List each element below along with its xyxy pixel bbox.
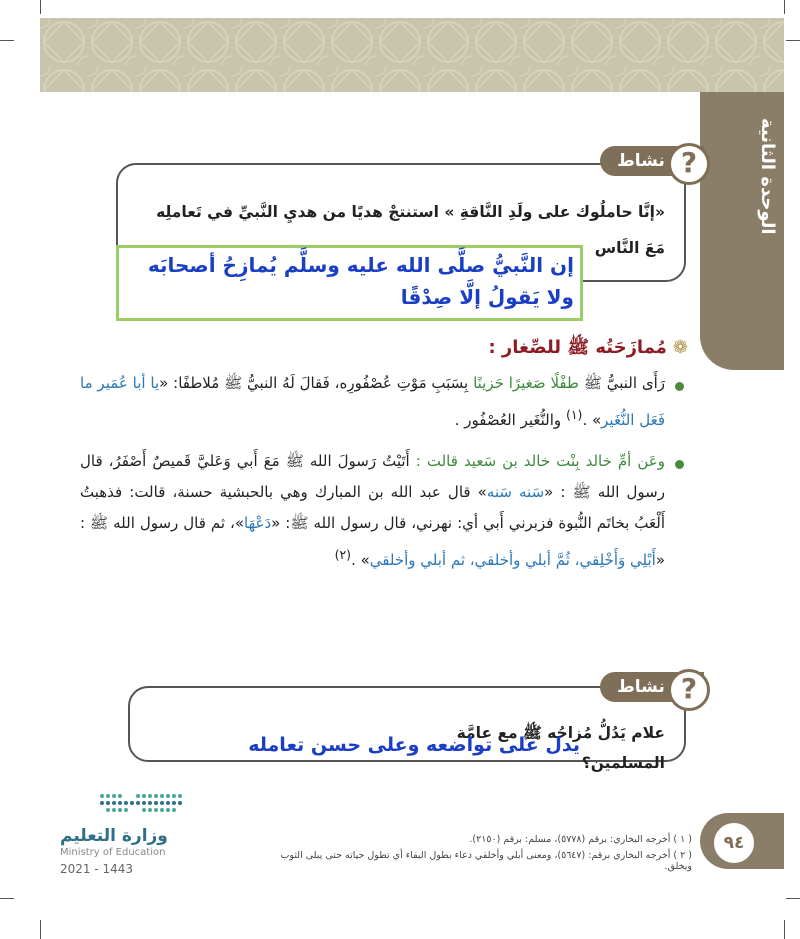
question-mark-icon: ?: [668, 143, 710, 185]
ministry-logo-icon: [50, 788, 200, 828]
flower-icon: ❁: [672, 337, 688, 358]
p1-text-1: رَأَى النبيُّ ﷺ: [583, 374, 665, 392]
p1-text-green: طفْلًا صَغيرًا حَزينًا: [473, 374, 579, 392]
activity-1-question-line1: «إنَّا حاملُوك على ولَدِ النَّاقةِ » استنتجْ هديًا من هديِ النَّبيِّ في تَعاملِه: [156, 203, 665, 221]
p2-quote-2: دَعْهَا: [244, 514, 272, 532]
p1-text-4: والنُّغَير العُصْفُور .: [454, 411, 562, 429]
crop-mark: [784, 0, 785, 14]
answer-1-text: إن النَّبيُّ صلَّى الله عليه وسلَّم يُمازِحُ أصحابَه ولا يَقولُ إلَّا صِدْقًا: [147, 253, 574, 309]
activity-2-label: نشاط ٢: [600, 672, 704, 702]
crop-mark: [784, 920, 785, 939]
edition-year: 2021 - 1443: [60, 862, 134, 876]
ministry-name-english: Ministry of Education: [60, 847, 166, 858]
p1-text-3: » .: [582, 411, 602, 429]
activity-2-question: علام يَدُلُّ مُزاحُه ﷺ مع عامَّة المسلمين؟: [456, 724, 665, 772]
paragraph-1: [80, 368, 665, 436]
crop-mark: [40, 0, 41, 14]
unit-tab-label: الوحدة الثانية: [757, 117, 778, 235]
footnote-2: ( ٢ ) أخرجه البخاري برقم: (٥٦٤٧)، ومعنى أبلي وأخلقي دعاء بطول البقاء أي تطول حياته حتى يبلى الثوب ويخلق.: [280, 850, 692, 872]
p2-quote-1: سَنه سَنه: [486, 483, 545, 501]
p1-footnote-ref: (١): [565, 407, 583, 422]
section-heading-text: مُمازَحَتُه ﷺ للصِّغار :: [488, 337, 667, 358]
p2-text-4: » .: [351, 551, 370, 569]
ministry-name-arabic: وزارة التعليم: [60, 826, 168, 846]
crop-mark: [786, 40, 800, 41]
paragraph-2: [80, 446, 665, 576]
p1-quote: يا أبا عُمَير ما فَعَل النُّغَير: [80, 374, 665, 429]
crop-mark: [0, 40, 14, 41]
p2-text-1: أَتَيْتُ رَسولَ الله ﷺ مَعَ أَبي وَعَليَّ قَميصٌ أَصْفَرُ، قال رسول الله ﷺ : «: [80, 452, 665, 501]
p2-text-3: »، ثم قال رسول الله ﷺ : «: [80, 514, 665, 569]
question-mark-icon: ?: [668, 669, 710, 711]
p2-quote-3: أَبْلِي وَأَخْلِقي، ثُمَّ أبلي وأخلقي، ثم أبلي وأخلقي: [369, 551, 656, 569]
activity-1-question-line2: مَعَ النَّاس: [594, 239, 665, 257]
bullet-icon: [675, 460, 684, 469]
p2-text-2: » قال عبد الله بن المبارك وهي بالحبشية حسنة، قالت: فذهبتُ أَلْعَبُ بخاتَم النُّبوة فزبرني أَبي أي: نهرني، قال رسول الله ﷺ: «: [80, 483, 665, 532]
footnote-1: ( ١ ) أخرجه البخاري: برقم (٥٧٧٨)، مسلم: برقم (٢١٥٠).: [469, 834, 692, 845]
page-number: ٩٤: [712, 821, 756, 865]
answer-2-text: يدل على تواضعه وعلى حسن تعامله: [248, 734, 580, 756]
activity-1-label: نشاط ١: [600, 146, 704, 176]
bullet-icon: [675, 382, 684, 391]
header-pattern-band: [40, 18, 784, 92]
p1-text-2: بِسَبَبِ مَوْتِ عُصْفُورِه، فَقالَ لَهُ النبيُّ ﷺ مُلاطفًا: «: [159, 374, 469, 392]
crop-mark: [40, 920, 41, 939]
p2-footnote-ref: (٢): [334, 547, 352, 562]
p2-text-green: وعَن أمِّ خالد بِنْت خالد بن سَعيد قالت :: [415, 452, 665, 470]
section-heading: [488, 336, 688, 362]
crop-mark: [0, 898, 14, 899]
crop-mark: [786, 898, 800, 899]
